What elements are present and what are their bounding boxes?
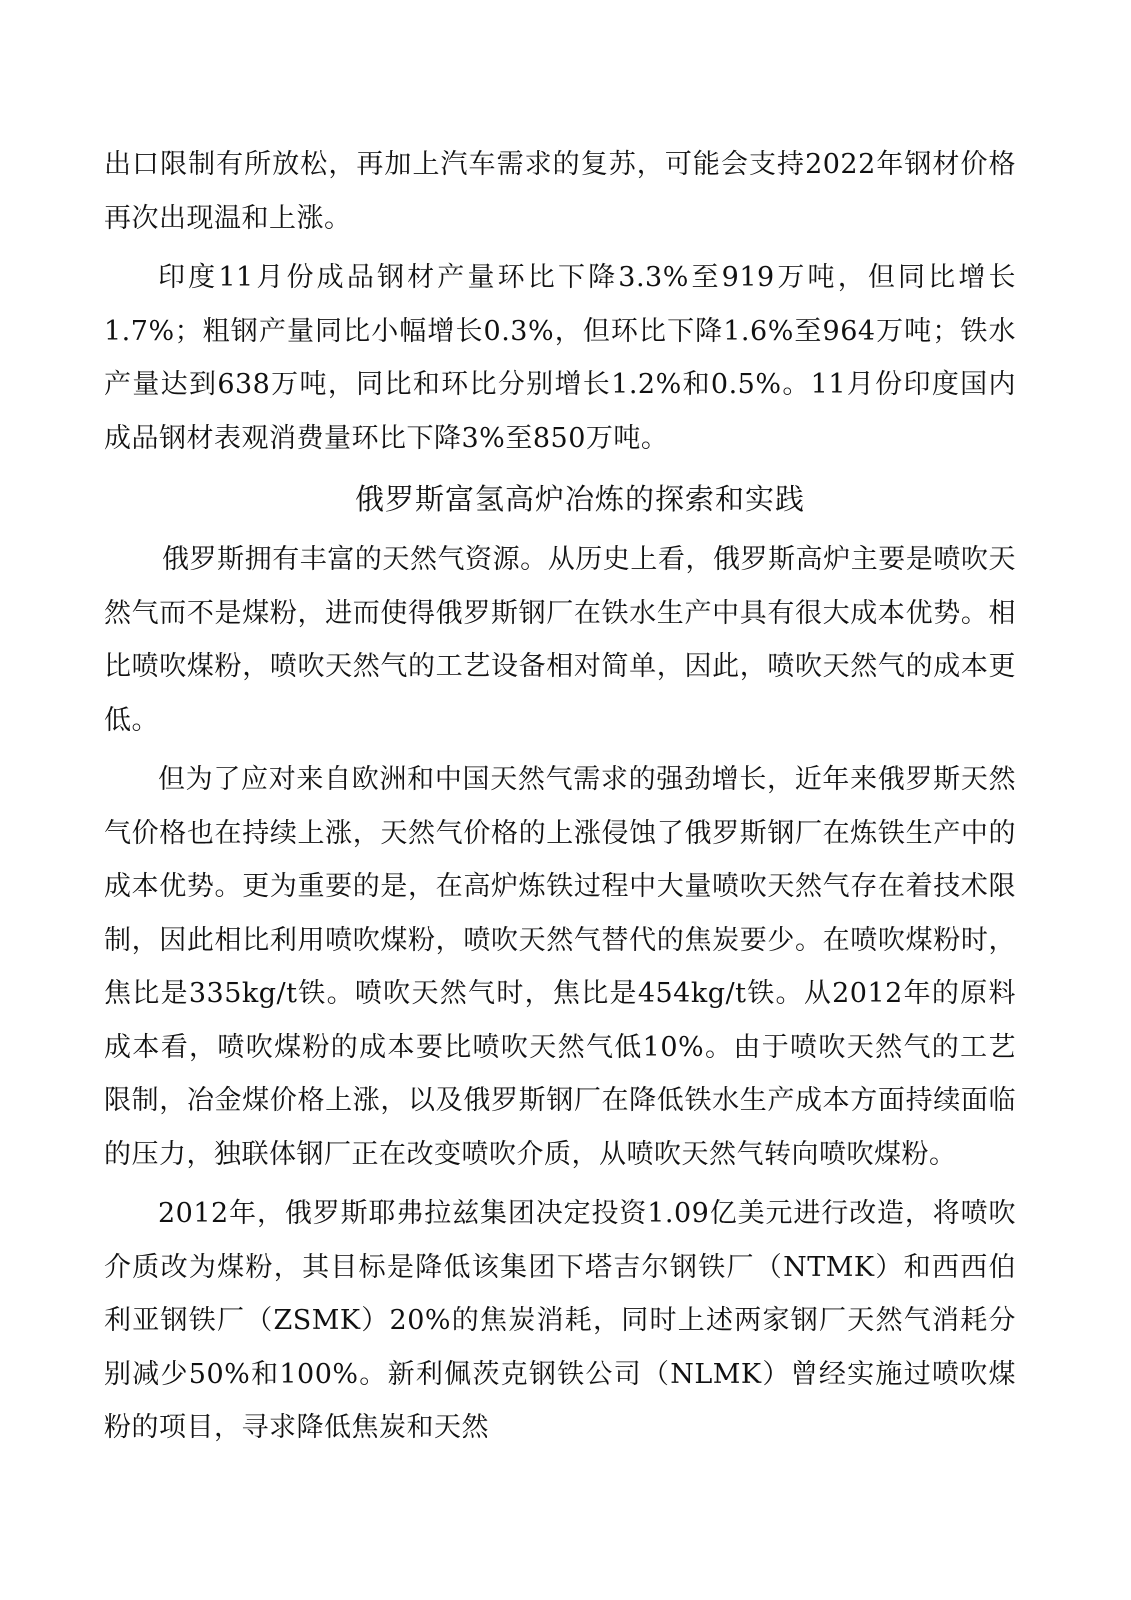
paragraph-evraz-2012: 2012年，俄罗斯耶弗拉兹集团决定投资1.09亿美元进行改造，将喷吹介质改为煤粉，其目标是降低该集团下塔吉尔钢铁厂（NTMK）和西西伯利亚钢铁厂（ZSMK）20%的焦炭消耗，同时上述两家钢厂天然气消耗分别减少50%和100%。新利佩茨克钢铁公司（NLMK）曾经实施过喷吹煤粉的项目，寻求降低焦炭和天然: [104, 1198, 1016, 1443]
section-heading: 俄罗斯富氢高炉冶炼的探索和实践: [354, 482, 805, 516]
paragraph-india-steel: 印度11月份成品钢材产量环比下降3.3%至919万吨，但同比增长1.7%；粗钢产量同比小幅增长0.3%，但环比下降1.6%至964万吨；铁水产量达到638万吨，同比和环比分别增长1.2%和0.5%。11月份印度国内成品钢材表观消费量环比下降3%至850万吨。: [104, 262, 1016, 454]
document-body: [104, 138, 1016, 1461]
paragraph-gas-prices: 但为了应对来自欧洲和中国天然气需求的强劲增长，近年来俄罗斯天然气价格也在持续上涨，天然气价格的上涨侵蚀了俄罗斯钢厂在炼铁生产中的成本优势。更为重要的是，在高炉炼铁过程中大量喷吹天然气存在着技术限制，因此相比利用喷吹煤粉，喷吹天然气替代的焦炭要少。在喷吹煤粉时，焦比是335kg/t铁。喷吹天然气时，焦比是454kg/t铁。从2012年的原料成本看，喷吹煤粉的成本要比喷吹天然气低10%。由于喷吹天然气的工艺限制，冶金煤价格上涨，以及俄罗斯钢厂在降低铁水生产成本方面持续面临的压力，独联体钢厂正在改变喷吹介质，从喷吹天然气转向喷吹煤粉。: [104, 764, 1016, 1170]
paragraph-continuation: 出口限制有所放松，再加上汽车需求的复苏，可能会支持2022年钢材价格再次出现温和上涨。: [104, 149, 1016, 234]
paragraph-russia-gas: 俄罗斯拥有丰富的天然气资源。从历史上看，俄罗斯高炉主要是喷吹天然气而不是煤粉，进而使得俄罗斯钢厂在铁水生产中具有很大成本优势。相比喷吹煤粉，喷吹天然气的工艺设备相对简单，因此，喷吹天然气的成本更低。: [104, 544, 1016, 736]
